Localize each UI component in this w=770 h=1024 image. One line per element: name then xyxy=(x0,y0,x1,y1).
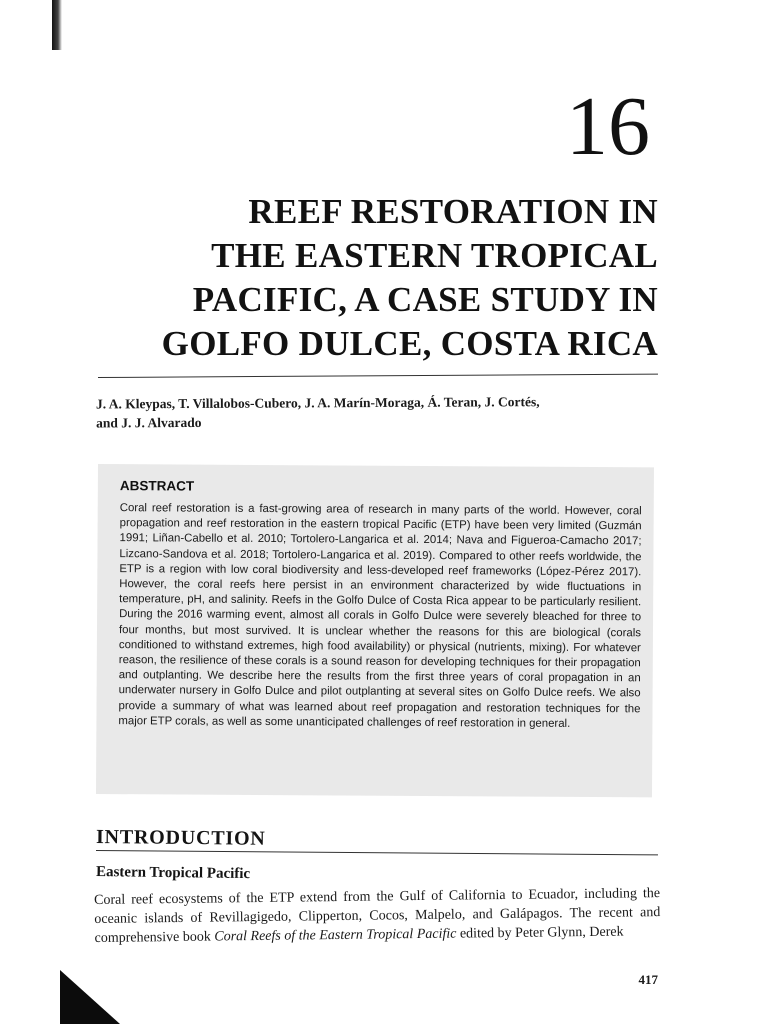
chapter-title-line: GOLFO DULCE, COSTA RICA xyxy=(161,324,658,363)
authors-line-1: J. A. Kleypas, T. Villalobos-Cubero, J. A. Marín-Moraga, Á. Teran, J. Cortés, xyxy=(95,394,540,412)
chapter-title-line: PACIFIC, A CASE STUDY IN xyxy=(192,280,658,319)
abstract-heading: ABSTRACT xyxy=(119,478,195,494)
chapter-title-line: THE EASTERN TROPICAL xyxy=(211,236,658,275)
introduction-divider xyxy=(96,850,658,855)
paragraph-text-continued: edited by Peter Glynn, Derek xyxy=(456,924,624,942)
page-edge-shadow-top xyxy=(52,0,62,50)
abstract-text: Coral reef restoration is a fast-growing area of research in many parts of the world. However, coral propagation and reef restoration in the eastern tropical Pacific (ETP) have been very limited (Guzmán 1991; Liñan-Cabello et al. 2010; Tortolero-Langarica et al. 2014; Nava and Figueroa-Camacho 2017; Lizcano-Sandova et al. 2018; Tortolero-Langarica et al. 2019). Compared to other reefs worldwide, the ETP is a region with low coral biodiversity and less-developed reef frameworks (López-Pérez 2017). However, the coral reefs here persist in an environment characterized by wide fluctuations in temperature, pH, and salinity. Reefs in the Golfo Dulce of Costa Rica appear to be particularly resilient. During the 2016 warming event, almost all corals in Golfo Dulce were severely bleached for three to four months, but most survived. It is unclear whether the reasons for this are biological (corals conditioned to withstand extremes, high food availability) or physical (nutrients, mixing). For whatever reason, the resilience of these corals is a sound reason for developing techniques for their propagation and outplanting. We describe here the results from the first three years of coral propagation in an underwater nursery in Golfo Dulce and pilot outplanting at several sites on Golfo Dulce reefs. We also provide a summary of what was learned about reef propagation and restoration techniques for the major ETP corals, as well as some unanticipated challenges of reef restoration in general. xyxy=(118,502,642,730)
section-subheading: Eastern Tropical Pacific xyxy=(95,864,251,883)
page-edge-shadow-bottom xyxy=(60,970,120,1024)
chapter-number: 16 xyxy=(566,80,650,173)
introduction-heading: INTRODUCTION xyxy=(95,826,266,850)
author-list xyxy=(96,392,656,433)
chapter-title xyxy=(98,190,658,366)
page-number: 417 xyxy=(638,972,658,987)
authors-line-2: and J. J. Alvarado xyxy=(96,414,202,431)
book-title: Coral Reefs of the Eastern Tropical Pacific xyxy=(214,926,457,945)
title-divider xyxy=(98,374,658,378)
paragraph-text: Coral reef ecosystems of the ETP extend from the Gulf of California to Ecuador, including the oceanic islands of Revillagigedo, Clipperton, Cocos, Malpelo, and Galápagos. The recent and comprehensive book xyxy=(94,886,661,946)
abstract-box xyxy=(96,464,654,797)
introduction-paragraph xyxy=(94,884,661,948)
chapter-title-line: REEF RESTORATION IN xyxy=(248,192,658,231)
